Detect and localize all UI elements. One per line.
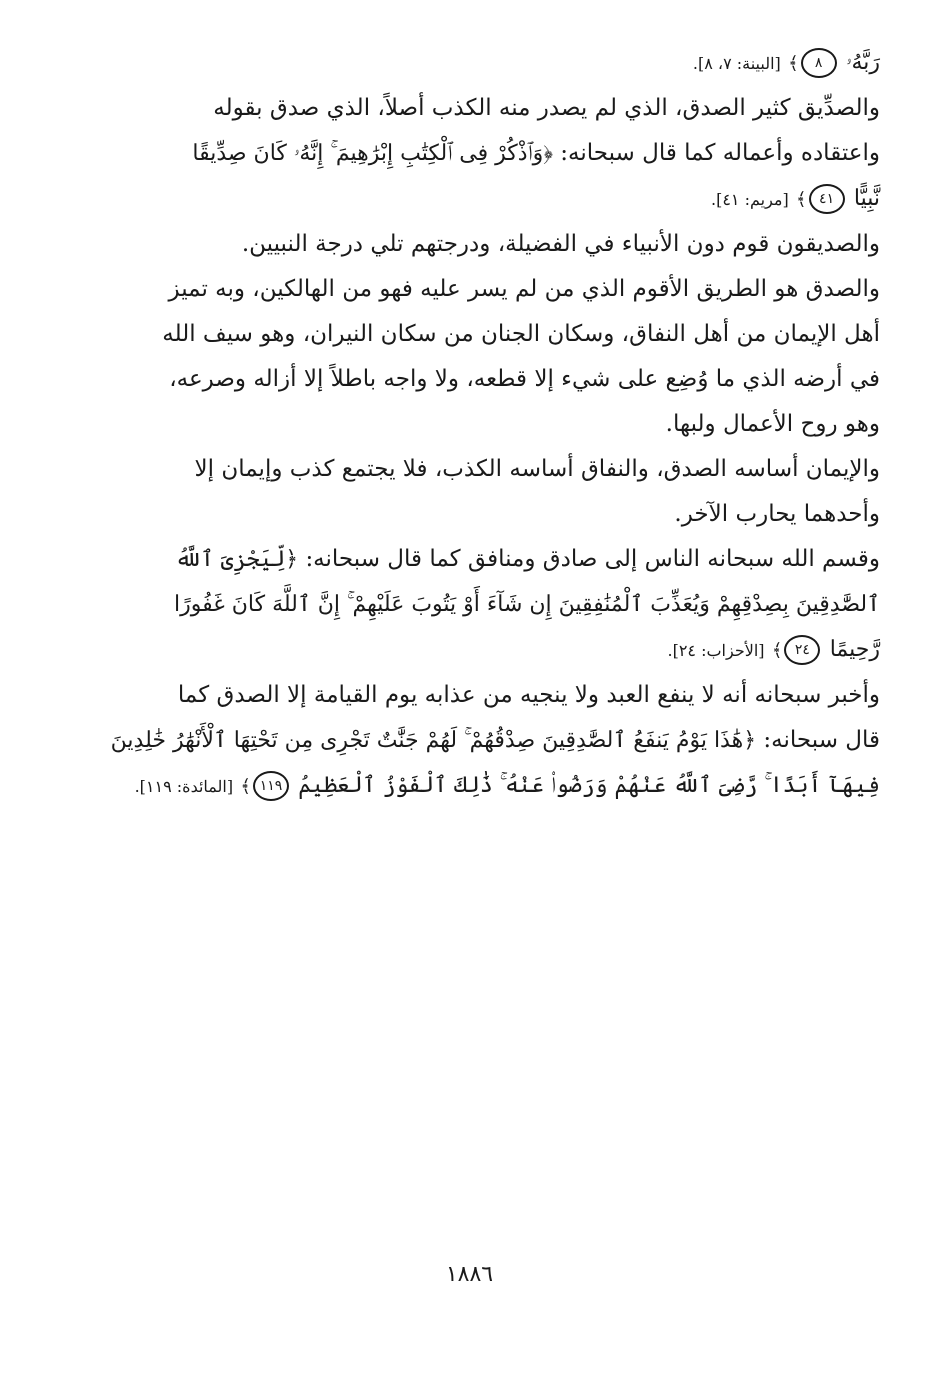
para6-line2 xyxy=(60,718,880,763)
ayah-number: ٨ xyxy=(801,48,837,78)
quran-verse: رَبَّهُۥ xyxy=(845,50,880,75)
para6-line1: وأخبر سبحانه أنه لا ينفع العبد ولا ينجيه من عذابه يوم القيامة إلا الصدق كما xyxy=(177,682,880,708)
verse-reference: [المائدة: ١١٩]. xyxy=(134,777,234,796)
ayah-number: ١١٩ xyxy=(253,771,289,801)
top-line: رَبَّهُۥ ٨﴾ [البينة: ٧، ٨]. xyxy=(60,40,880,86)
body-text: واعتقاده وأعماله كما قال سبحانه: xyxy=(560,140,880,166)
quran-verse: ٱلصَّٰدِقِينَ بِصِدْقِهِمْ وَيُعَذِّبَ ٱلْمُنَٰفِقِينَ إِن شَآءَ أَوْ يَتُوبَ عَلَيْهِمْ ۚ إِنَّ ٱللَّهَ كَانَ غَفُورًا xyxy=(174,592,880,617)
ayah-number: ٤١ xyxy=(809,184,845,214)
para5-line3: رَّحِيمًا ٢٤﴾ [الأحزاب: ٢٤]. xyxy=(60,627,880,673)
para1-line3: نَّبِيًّا ٤١﴾ [مريم: ٤١]. xyxy=(60,176,880,222)
quran-verse: فِيهَآ أَبَدًا ۚ رَّضِىَ ٱللَّهُ عَنْهُمْ وَرَضُوا۟ عَنْهُ ۚ ذَٰلِكَ ٱلْفَوْزُ ٱلْعَظِيمُ xyxy=(298,773,880,798)
body-text: وقسم الله سبحانه الناس إلى صادق ومنافق كما قال سبحانه: xyxy=(305,546,880,572)
para2: والصديقون قوم دون الأنبياء في الفضيلة، ودرجتهم تلي درجة النبيين. xyxy=(241,231,880,257)
page-number: ١٨٨٦ xyxy=(445,1262,494,1287)
quran-verse: ﴿لِّيَجْزِىَ ٱللَّهُ xyxy=(175,547,299,572)
para3-line1: والصدق هو الطريق الأقوم الذي من لم يسر عليه فهو من الهالكين، وبه تميز xyxy=(168,276,880,302)
para6-line3: فِيهَآ أَبَدًا ۚ رَّضِىَ ٱللَّهُ عَنْهُمْ وَرَضُوا۟ عَنْهُ ۚ ذَٰلِكَ ٱلْفَوْزُ ٱلْعَظِيمُ ١١٩﴾ [المائدة: ١١٩]. xyxy=(60,763,880,809)
verse-reference: [البينة: ٧، ٨]. xyxy=(692,54,781,73)
page-body xyxy=(60,40,880,809)
para5-line2 xyxy=(60,582,880,627)
ayah-number: ٢٤ xyxy=(784,635,820,665)
verse-reference: [الأحزاب: ٢٤]. xyxy=(667,641,765,660)
para1-line1: والصدِّيق كثير الصدق، الذي لم يصدر منه الكذب أصلاً، الذي صدق بقوله xyxy=(213,95,880,121)
para5-line1 xyxy=(60,537,880,582)
para1-line2 xyxy=(60,131,880,176)
quran-verse: ﴿هَٰذَا يَوْمُ يَنفَعُ ٱلصَّٰدِقِينَ صِدْقُهُمْ ۚ لَهُمْ جَنَّٰتٌ تَجْرِى مِن تَحْتِهَا ٱلْأَنْهَٰرُ خَٰلِدِينَ xyxy=(110,728,757,753)
para3-line3: في أرضه الذي ما وُضِع على شيء إلا قطعه، ولا واجه باطلاً إلا أزاله وصرعه، xyxy=(169,366,880,392)
para4-line2: وأحدهما يحارب الآخر. xyxy=(674,501,880,527)
quran-verse: رَّحِيمًا xyxy=(829,637,880,662)
quran-verse: ﴿وَٱذْكُرْ فِى ٱلْكِتَٰبِ إِبْرَٰهِيمَ ۚ إِنَّهُۥ كَانَ صِدِّيقًا xyxy=(192,141,553,166)
verse-reference: [مريم: ٤١]. xyxy=(710,190,789,209)
para3-line4: وهو روح الأعمال ولبها. xyxy=(665,411,880,437)
quran-verse: نَّبِيًّا xyxy=(853,186,880,211)
body-text: قال سبحانه: xyxy=(763,727,880,753)
para4-line1: والإيمان أساسه الصدق، والنفاق أساسه الكذب، فلا يجتمع كذب وإيمان إلا xyxy=(194,456,880,482)
para3-line2: أهل الإيمان من أهل النفاق، وسكان الجنان من سكان النيران، وهو سيف الله xyxy=(162,321,880,347)
